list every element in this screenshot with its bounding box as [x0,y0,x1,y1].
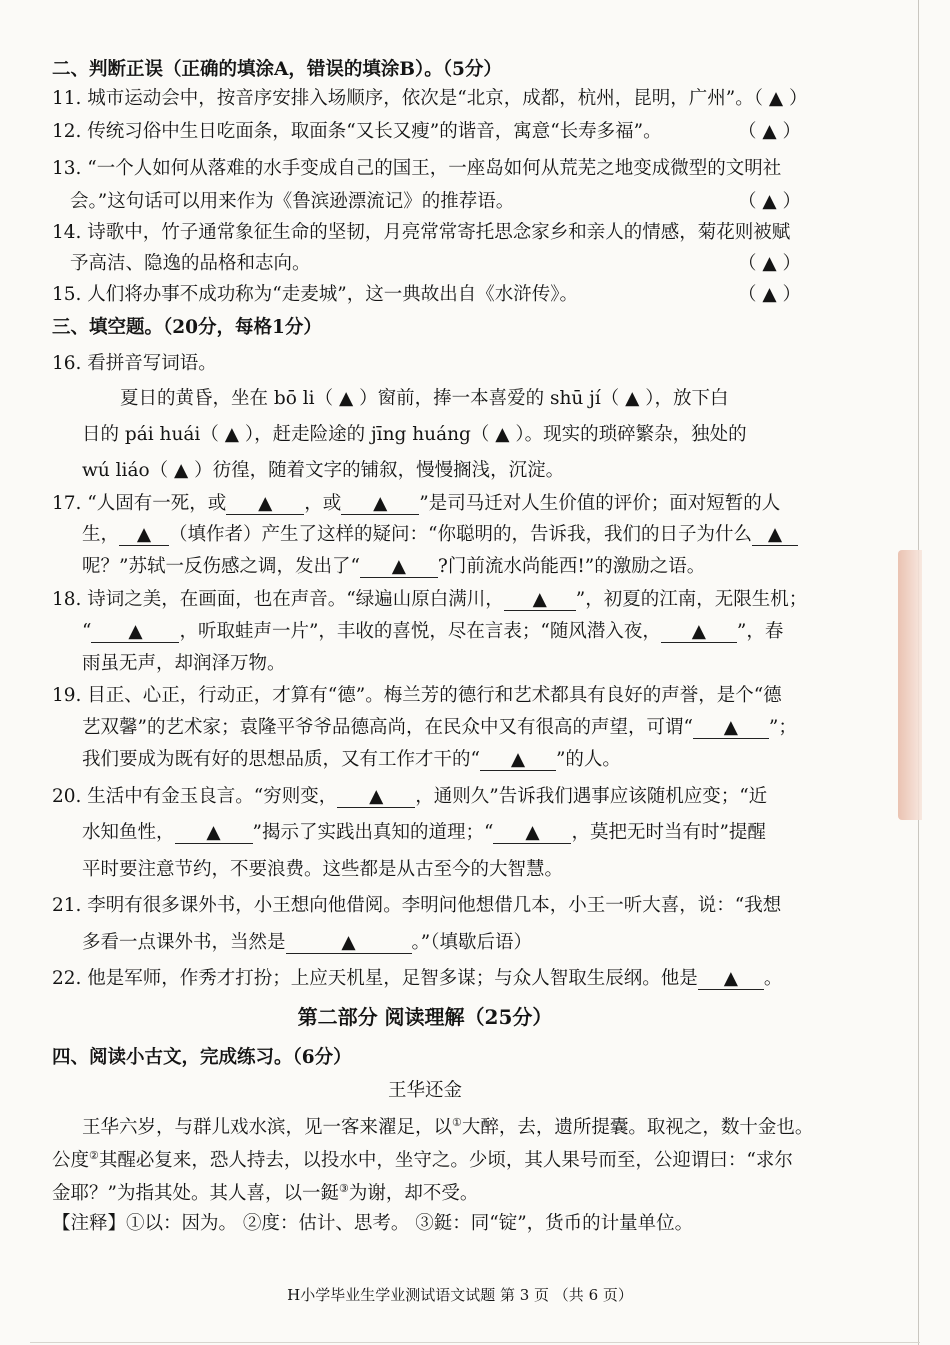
question-19-line-1: 19. 目正、心正，行动正，才算有“德”。梅兰芳的德行和艺术都具有良好的声誉，是个“德 [52,685,782,706]
q18-text-c: “ [82,621,92,642]
section-3-heading: 三、填空题。（20分，每格1分） [52,317,322,338]
answer-blank[interactable]: ▲ [286,933,412,954]
question-12-answer-mark: （ ▲ ） [738,121,801,142]
question-19-line-2 [82,716,797,740]
q19-text-a: 艺双馨”的艺术家；袁隆平爷爷品德高尚，在民众中又有很高的声望，可谓“ [82,717,693,738]
answer-blank[interactable]: ▲ [698,969,764,990]
question-14-line-2: 予高洁、隐逸的品格和志向。 [70,253,311,274]
footnote-marker-1: ① [452,1116,462,1129]
story-text-d: 其醒必复来，恐人持去，以投水中，坐守之。少顷，其人果号而至，公迎谓曰：“求尔 [98,1150,793,1172]
answer-blank[interactable]: ▲ [661,622,737,643]
question-16-title: 16. 看拼音写词语。 [52,353,217,374]
answer-blank[interactable]: ▲ [337,787,415,808]
q20-text-d: ”揭示了实践出真知的道理；“ [252,822,494,843]
q20-text-a: 20. 生活中有金玉良言。“穷则变， [52,786,338,807]
question-16-line-2: 日的 pái huái（ ▲ ），赶走险途的 jīng huáng（ ▲ ）。现实的琐碎繁杂，独处的 [82,424,747,445]
question-15-answer-mark: （ ▲ ） [738,284,801,305]
answer-blank[interactable]: ▲ [360,557,438,578]
question-16-line-3: wú liáo（ ▲ ）彷徨，随着文字的铺叙，慢慢搁浅，沉淀。 [82,460,565,481]
story-text-b: 大醉，去，遗所提囊。取视之，数十金也。 [461,1117,814,1139]
q19-text-d: ”的人。 [555,749,621,770]
q20-text-c: 水知鱼性， [82,822,175,843]
q22-text-b: 。 [763,968,783,989]
q19-text-b: ”； [768,717,797,738]
part-2-heading: 第二部分 阅读理解（25分） [297,1005,553,1029]
question-20-line-2 [82,821,766,845]
answer-blank[interactable]: ▲ [493,823,571,844]
q17-text-f: 呢？”苏轼一反伤感之调，发出了“ [82,556,360,577]
question-14-answer-mark: （ ▲ ） [738,253,801,274]
question-17-line-1 [52,492,780,516]
answer-blank[interactable]: ▲ [504,590,576,611]
q18-text-d: ，听取蛙声一片”，丰收的喜悦，尽在言表；“随风潜入夜， [179,621,661,642]
question-22 [52,967,782,991]
answer-blank[interactable]: ▲ [175,823,253,844]
question-12: 12. 传统习俗中生日吃面条，取面条“又长又瘦”的谐音，寓意“长寿多福”。 [52,121,662,142]
question-18-line-1 [52,588,807,612]
q20-text-b: ，通则久”告诉我们遇事应该随机应变；“近 [415,786,768,807]
story-text-f: 为谢，却不受。 [348,1183,479,1205]
answer-blank[interactable]: ▲ [91,622,179,643]
section-2-heading: 二、判断正误（正确的填涂A，错误的填涂B）。（5分） [52,59,502,80]
q21-text-a: 多看一点课外书，当然是 [82,932,286,953]
answer-blank[interactable]: ▲ [341,494,419,515]
question-13-line-2: 会。”这句话可以用来作为《鲁滨逊漂流记》的推荐语。 [70,191,515,212]
question-18-line-2 [82,620,783,644]
story-text-a: 王华六岁，与群儿戏水滨，见一客来濯足，以 [82,1117,453,1139]
story-title: 王华还金 [387,1080,462,1101]
question-17-line-3 [82,555,705,579]
question-20-line-1 [52,785,767,809]
question-20-line-3: 平时要注意节约，不要浪费。这些都是从古至今的大智慧。 [82,859,564,880]
question-21-line-2 [82,931,532,955]
story-text-c: 公度 [52,1150,90,1172]
answer-blank[interactable]: ▲ [693,718,769,739]
footnote-marker-3: ③ [338,1182,349,1195]
question-18-line-3: 雨虽无声，却润泽万物。 [82,653,286,674]
q18-text-a: 18. 诗词之美，在画面，也在声音。“绿遍山原白满川， [52,589,504,610]
section-4-heading: 四、阅读小古文，完成练习。（6分） [52,1047,352,1068]
q17-text-b: ，或 [304,493,342,514]
question-14-line-1: 14. 诗歌中，竹子通常象征生命的坚韧，月亮常常寄托思念家乡和亲人的情感，菊花则被赋 [52,222,791,243]
q18-text-e: ”，春 [736,621,784,642]
question-13-answer-mark: （ ▲ ） [738,191,801,212]
q19-text-c: 我们要成为既有好的思想品质，又有工作才干的“ [82,749,480,770]
q21-text-b: 。”（填歇后语） [411,932,532,953]
story-notes: 【注释】①以：因为。 ②度：估计、思考。 ③鋌：同“锭”，货币的计量单位。 [52,1213,694,1234]
q18-text-b: ”，初夏的江南，无限生机； [575,589,808,610]
answer-blank[interactable]: ▲ [752,525,798,546]
answer-blank[interactable]: ▲ [480,750,556,771]
q17-text-e: （填作者）产生了这样的疑问：“你聪明的，告诉我，我们的日子为什么 [169,524,752,545]
footnote-marker-2: ② [89,1149,99,1162]
q17-text-g: ?门前流水尚能西!”的激励之语。 [437,556,706,577]
answer-blank[interactable]: ▲ [119,525,169,546]
page-footer: H小学毕业生学业测试语文试题 第 3 页 （共 6 页） [287,1286,633,1304]
story-line-3 [52,1177,478,1206]
page-bottom-edge [30,1342,920,1343]
question-16-line-1: 夏日的黄昏，坐在 bō li（ ▲ ）窗前，捧一本喜爱的 shū jí（ ▲ ），放下白 [120,388,729,409]
q22-text-a: 22. 他是军师，作秀才打扮；上应天机星，足智多谋；与众人智取生辰纲。他是 [52,968,698,989]
answer-blank[interactable]: ▲ [226,494,304,515]
story-line-1 [82,1111,813,1140]
q17-text-a: 17. “人固有一死，或 [52,493,227,514]
question-13-line-1: 13. “一个人如何从落难的水手变成自己的国王，一座岛如何从荒芜之地变成微型的文明社 [52,158,782,179]
q20-text-e: ，莫把无时当有时”提醒 [571,822,766,843]
question-19-line-3 [82,748,621,772]
question-17-line-2 [82,523,798,547]
story-text-e: 金耶？”为指其处。其人喜，以一鋌 [52,1183,339,1205]
question-11: 11. 城市运动会中，按音序安排入场顺序，依次是“北京，成都，杭州，昆明，广州”。（ ▲ ） [52,88,808,109]
q17-text-d: 生， [82,524,120,545]
story-line-2 [52,1144,793,1173]
page-tab-marker [898,550,922,820]
question-15: 15. 人们将办事不成功称为“走麦城”，这一典故出自《水浒传》。 [52,284,578,305]
question-21-line-1: 21. 李明有很多课外书，小王想向他借阅。李明问他想借几本，小王一听大喜，说：“我想 [52,895,782,916]
q17-text-c: ”是司马迁对人生价值的评价；面对短暂的人 [419,493,781,514]
